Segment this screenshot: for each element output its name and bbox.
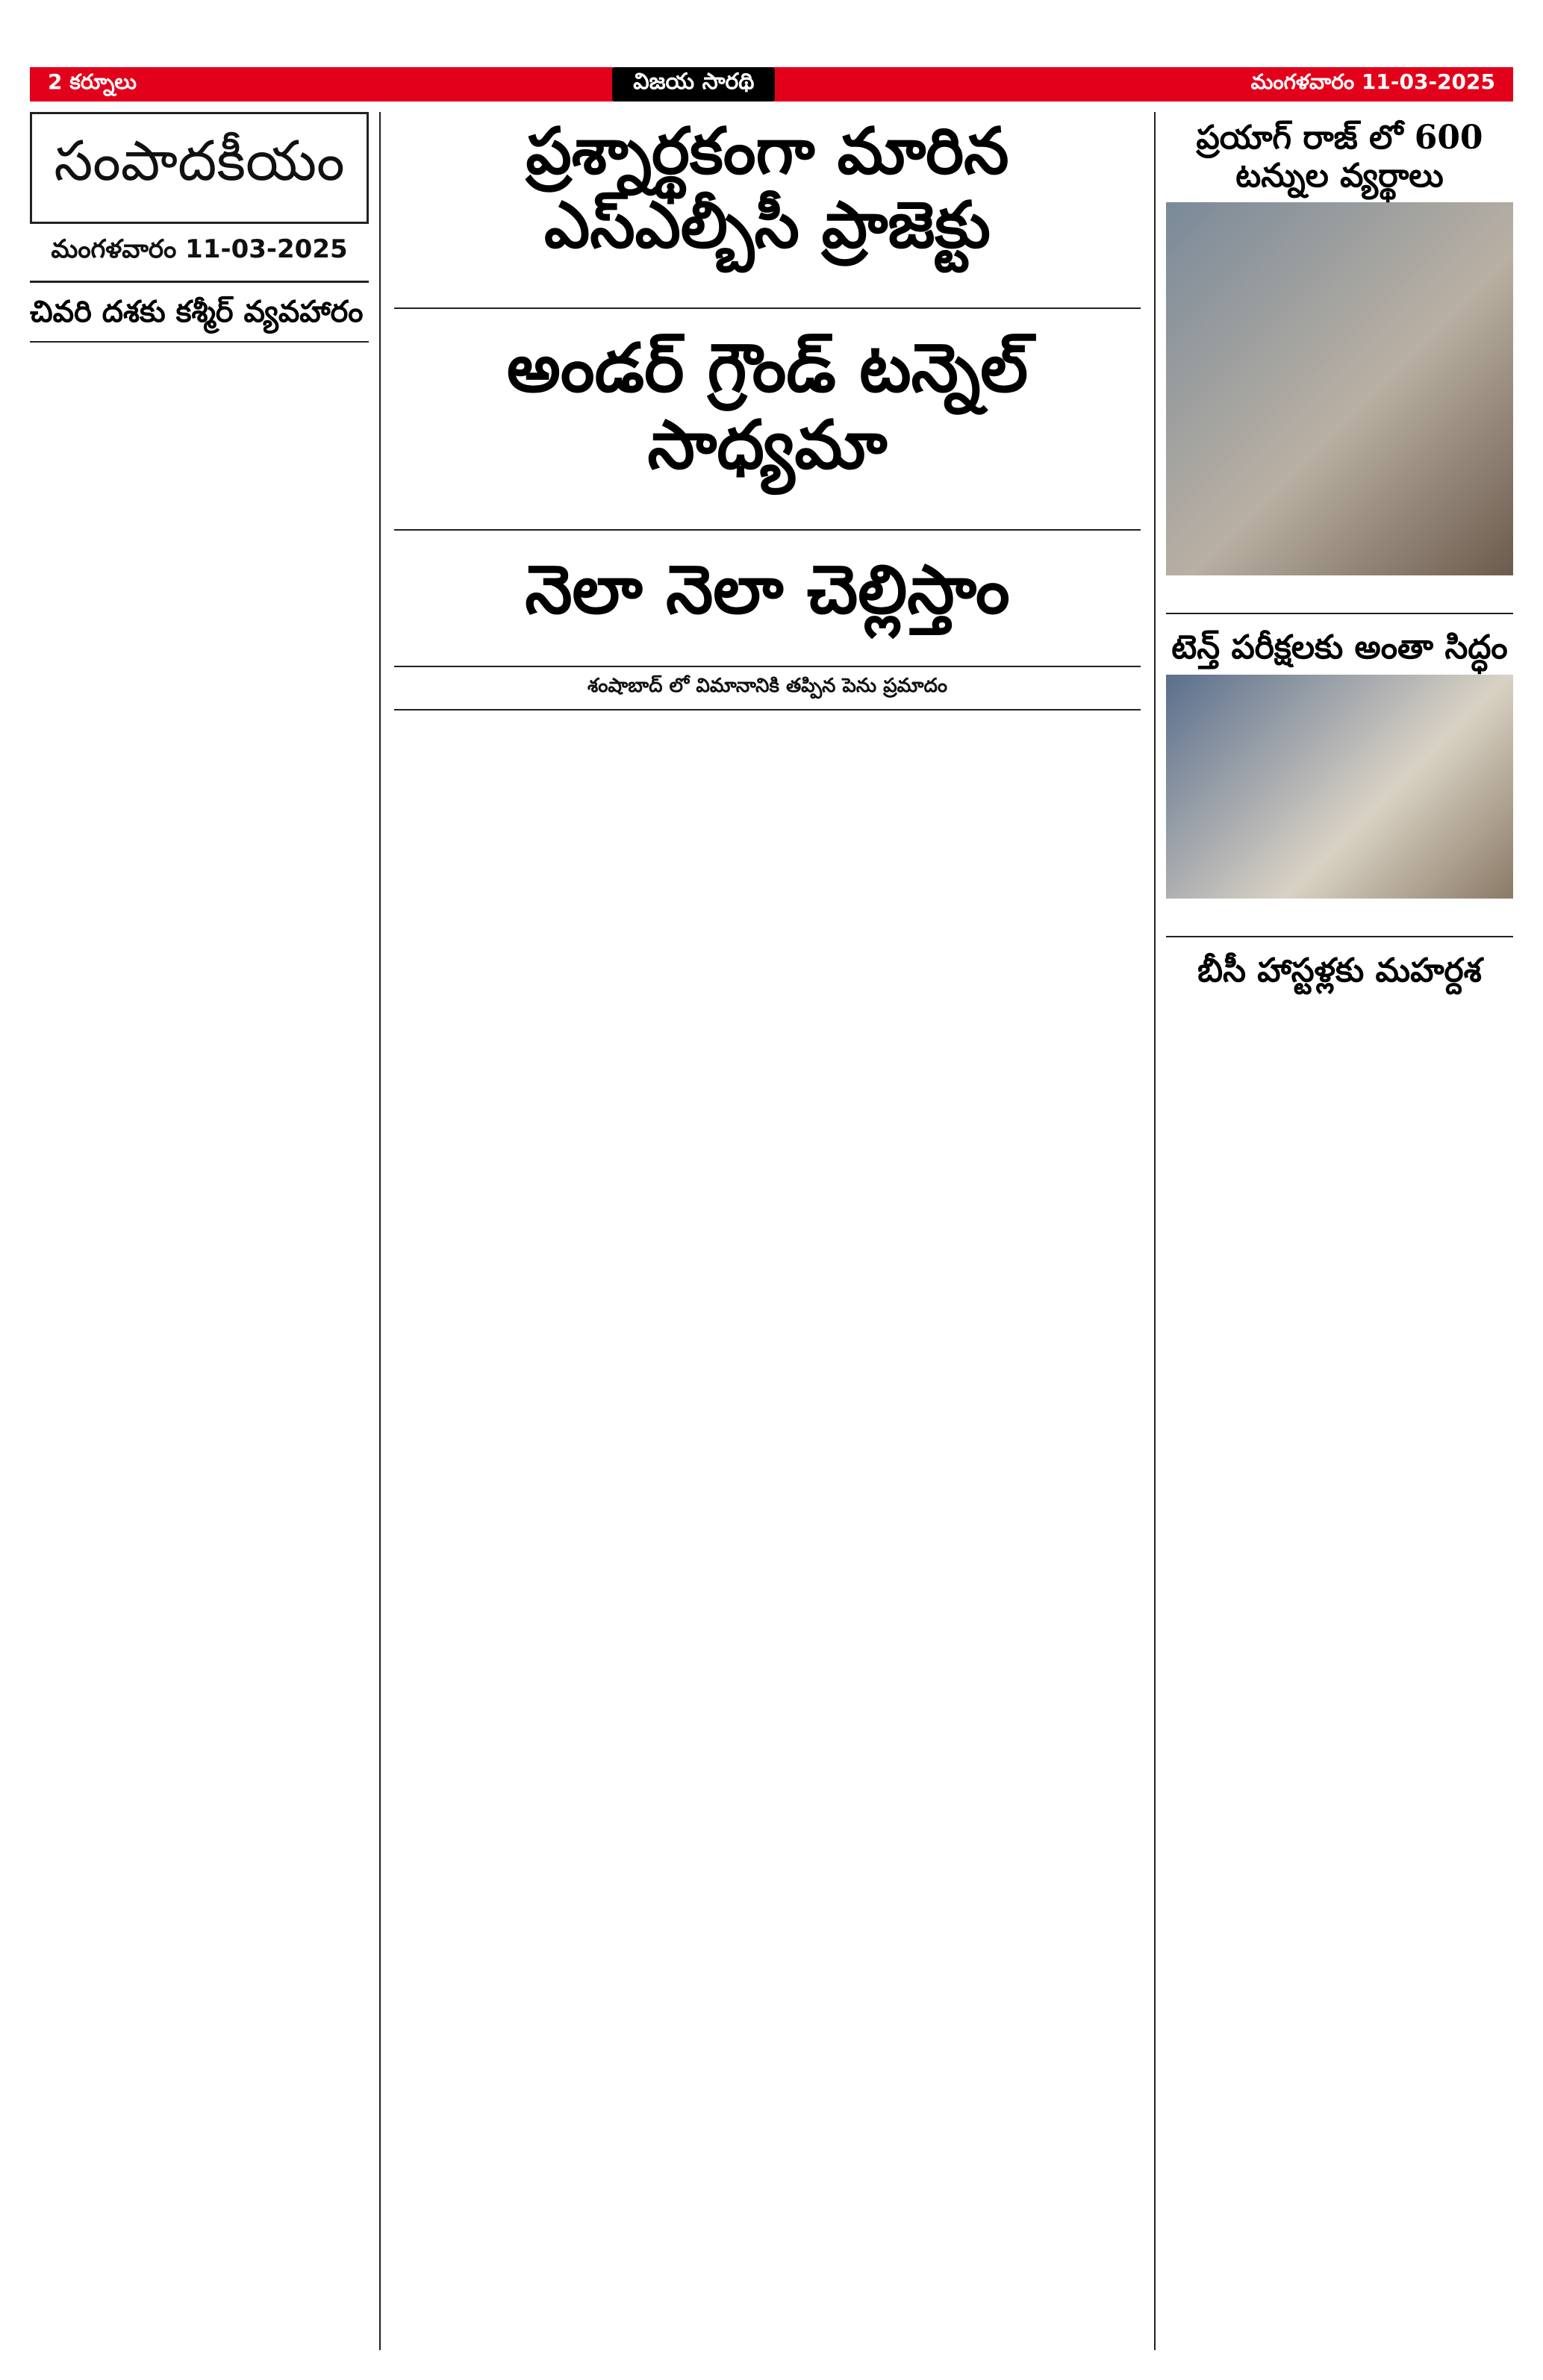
editorial-column [30,112,381,2350]
editorial-headline: చివరి దశకు కశ్మీర్ వ్యవహారం [30,283,369,343]
tunnel-article-body [394,492,1141,522]
waste-headline: ప్రయాగ్ రాజ్ లో 600 టన్నుల వ్యర్థాలు [1196,119,1483,195]
hostel-headline: బీసీ హాస్టళ్లకు మహర్దశ [1197,951,1482,990]
salary-headline: నెలా నెలా చెల్లిస్తాం [525,549,1010,629]
hostel-article-body [1166,997,1513,1027]
page-number: 2 కర్నూలు [48,69,137,94]
masthead [30,67,1513,101]
crowd-waste-photo [1166,202,1513,575]
waste-article-body [1166,575,1513,605]
brief-title: శంషాబాద్ లో విమానానికి తప్పిన పెను ప్రమాదం [394,666,1141,710]
divider [394,307,1141,309]
main-headline: ప్రశ్నార్థకంగా మారిన ఎస్ఎల్బీసీ ప్రాజెక్టు [526,113,1009,263]
divider [1166,936,1513,937]
exam-article-body [1166,899,1513,928]
divider [1166,613,1513,614]
exam-hall-photo [1166,675,1513,899]
brief-body [394,710,1141,740]
section-date: మంగళవారం 11-03-2025 [30,224,369,283]
newspaper-name: విజయ సారథి [612,67,775,101]
main-news-column [394,112,1141,2350]
section-title: సంపాదకీయం [30,112,369,224]
main-article-body [394,270,1141,300]
editorial-body [30,343,369,372]
tunnel-headline: అండర్ గ్రౌండ్ టన్నెల్ సాధ్యమా [506,328,1029,485]
salary-article-body [394,636,1141,666]
divider [394,529,1141,531]
exam-headline: టెన్త్ పరీక్షలకు అంతా సిద్ధం [1171,628,1508,667]
side-news-column [1154,112,1513,2350]
masthead-date: మంగళవారం 11-03-2025 [1250,69,1495,94]
